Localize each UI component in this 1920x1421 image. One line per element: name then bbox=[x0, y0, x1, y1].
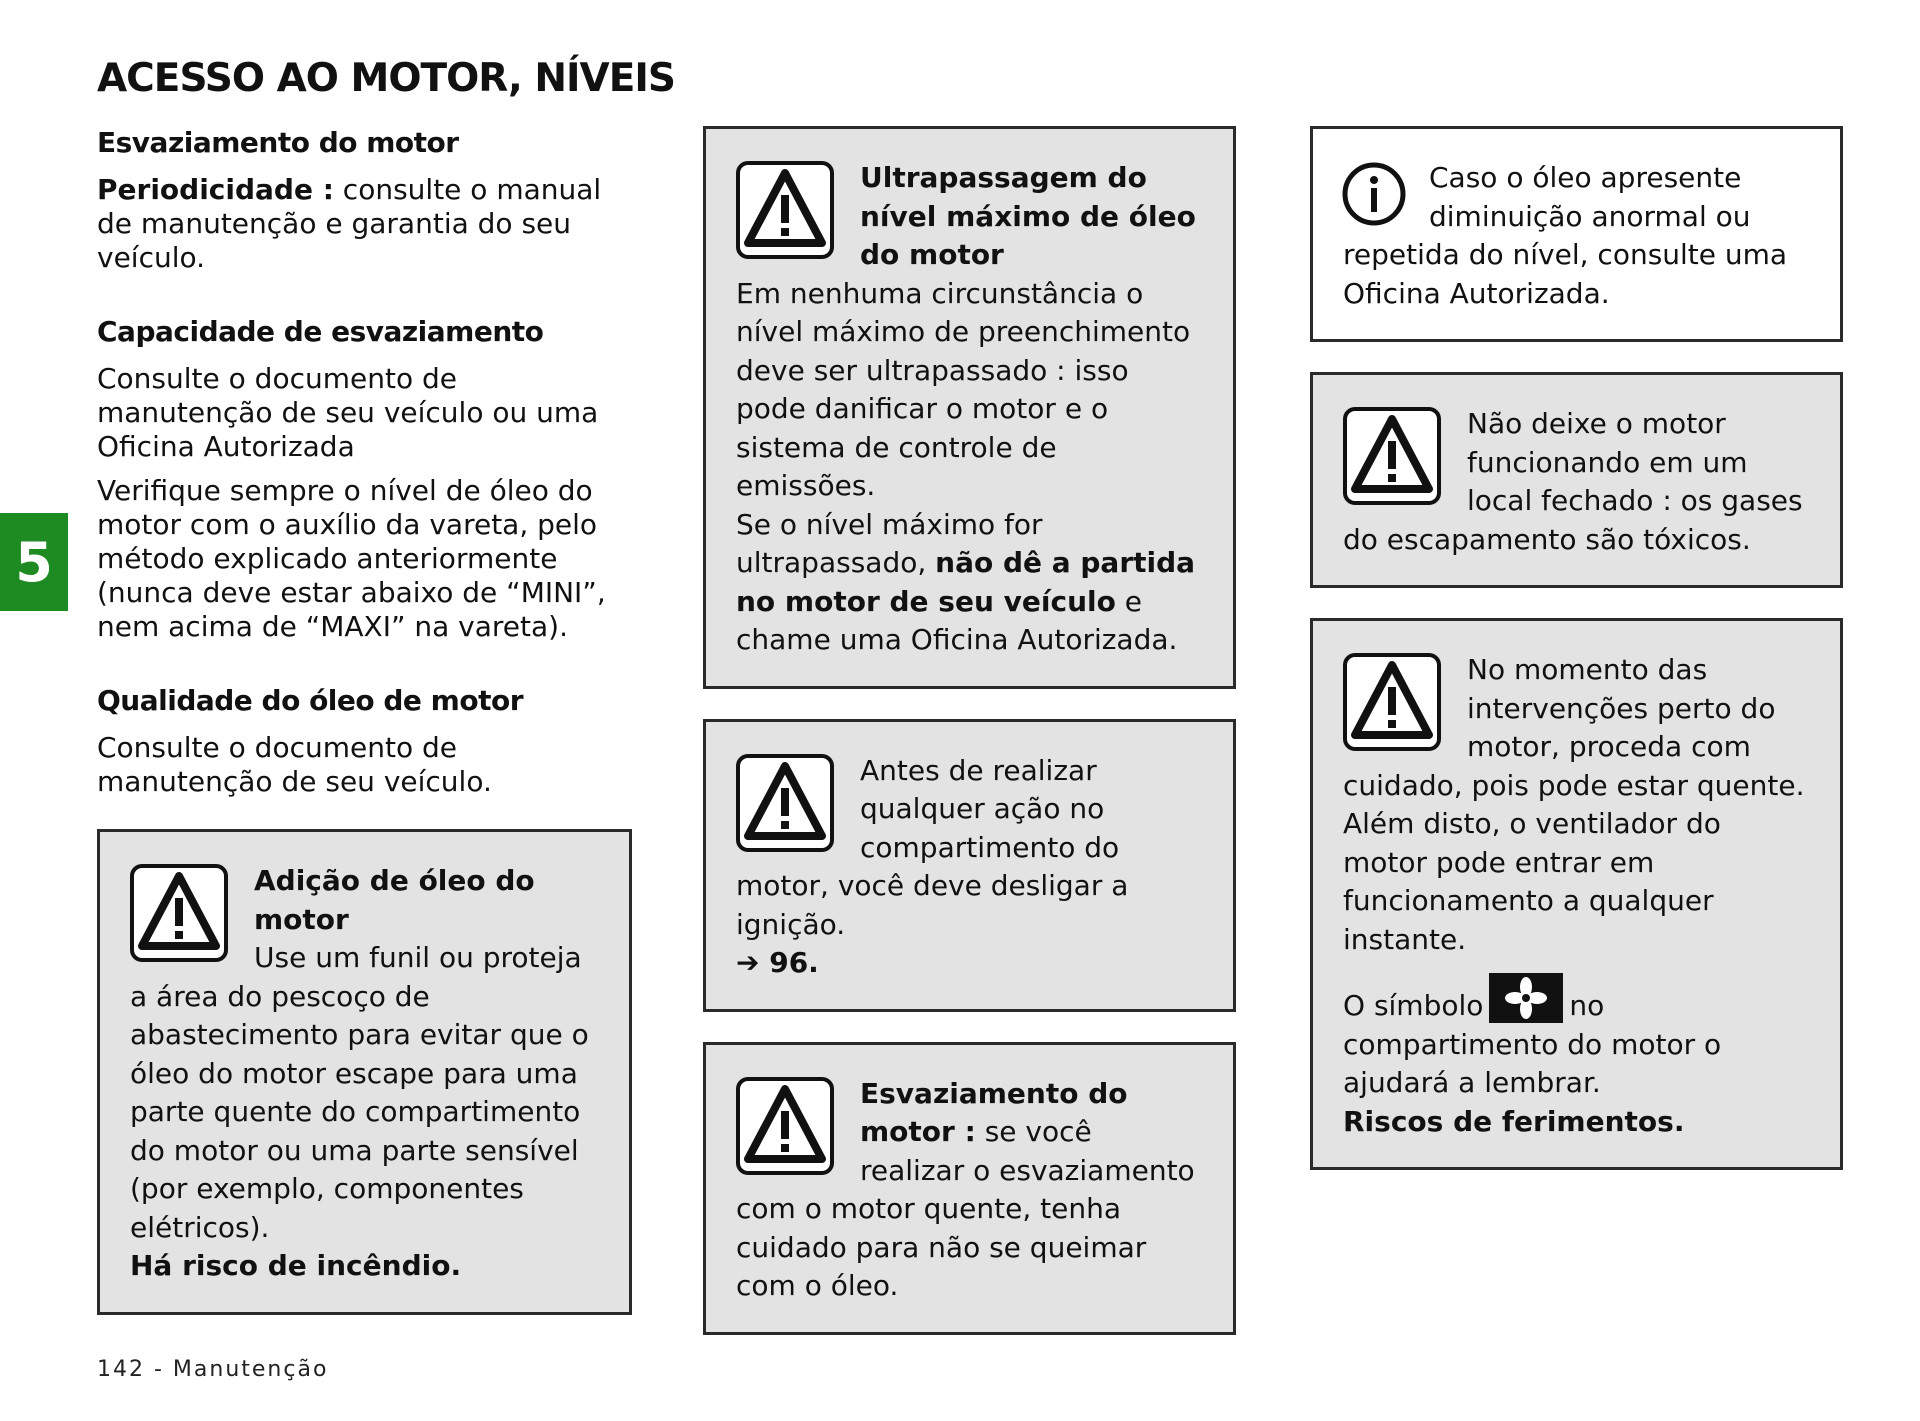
section-heading-capacidade: Capacidade de esvaziamento bbox=[97, 315, 544, 348]
text-fragment: no compartimento do motor o ajudará a lembrar. bbox=[1343, 989, 1722, 1099]
warning-text: No momento das intervenções perto do motor, proceda com cuidado, pois pode estar quente. Além disto, o ventilador do motor pode entrar em funcionamento a qualquer instante. bbox=[1343, 653, 1805, 956]
warning-triangle-icon bbox=[736, 1077, 834, 1175]
text-fragment: se você realizar o esvaziamento com o motor quente, tenha cuidado para não se queimar com o óleo. bbox=[736, 1115, 1195, 1302]
info-text: Caso o óleo apresente diminuição anormal ou repetida do nível, consulte uma Oficina Autorizada. bbox=[1343, 161, 1788, 310]
warning-triangle-icon bbox=[130, 864, 228, 962]
warning-triangle-icon bbox=[736, 161, 834, 259]
text-bold-fragment: Esvaziamento do motor : bbox=[860, 1076, 1128, 1148]
section-heading-esvaziamento: Esvaziamento do motor bbox=[97, 126, 459, 159]
info-circle-icon bbox=[1341, 161, 1407, 227]
paragraph-periodicidade bbox=[97, 173, 632, 275]
text-fragment: O símbolo bbox=[1343, 989, 1484, 1022]
warning-triangle-icon bbox=[736, 754, 834, 852]
info-box-oleo bbox=[1310, 126, 1843, 342]
warning-title: Ultrapassagem do nível máximo de óleo do motor bbox=[860, 161, 1196, 271]
text-periodicidade: consulte o manual de manutenção e garantia do seu veículo. bbox=[97, 173, 602, 274]
page-reference-link[interactable]: ➔ 96. bbox=[736, 946, 819, 979]
warning-box-esvaziamento bbox=[703, 1042, 1236, 1335]
paragraph-qualidade: Consulte o documento de manutenção de seu veículo. bbox=[97, 731, 492, 798]
text-fragment: e chame uma Oficina Autorizada. bbox=[736, 584, 1178, 656]
warning-text: Em nenhuma circunstância o nível máximo de preenchimento deve ser ultrapassado : isso pode danificar o motor e o sistema de controle de emissões. bbox=[736, 276, 1191, 502]
paragraph-capacidade-2: Verifique sempre o nível de óleo do motor com o auxílio da vareta, pelo método explicado anteriormente (nunca deve estar abaixo de “MINI”, nem acima de “MAXI” na vareta). bbox=[97, 474, 606, 643]
page-title: ACESSO AO MOTOR, NÍVEIS bbox=[97, 56, 675, 101]
fan-icon bbox=[1489, 973, 1563, 1023]
warning-risk: Riscos de ferimentos. bbox=[1343, 1104, 1685, 1138]
warning-box-ignicao bbox=[703, 719, 1236, 1012]
warning-title: Adição de óleo do motor bbox=[254, 864, 535, 936]
page-footer: 142 - Manutenção bbox=[97, 1357, 329, 1382]
column-middle bbox=[703, 126, 1236, 1335]
text-bold-fragment: não dê a partida no motor de seu veículo bbox=[736, 546, 1196, 618]
warning-box-nivel-maximo bbox=[703, 126, 1236, 689]
warning-box-ventilador bbox=[1310, 618, 1843, 1170]
text-fragment: Se o nível máximo for ultrapassado, bbox=[736, 507, 1043, 579]
column-right bbox=[1310, 126, 1843, 1170]
warning-text-symbol bbox=[1343, 973, 1810, 1103]
paragraph-capacidade-1: Consulte o documento de manutenção de seu veículo ou uma Oficina Autorizada bbox=[97, 362, 599, 463]
warning-text-2 bbox=[736, 506, 1203, 660]
warning-triangle-icon bbox=[1343, 407, 1441, 505]
column-left bbox=[97, 126, 632, 1315]
warning-box-gases bbox=[1310, 372, 1843, 588]
section-heading-qualidade: Qualidade do óleo de motor bbox=[97, 684, 524, 717]
warning-triangle-icon bbox=[1343, 653, 1441, 751]
warning-risk: Há risco de incêndio. bbox=[130, 1249, 462, 1282]
label-periodicidade: Periodicidade : bbox=[97, 173, 334, 206]
warning-text: Antes de realizar qualquer ação no compartimento do motor, você deve desligar a ignição. bbox=[736, 753, 1129, 941]
warning-text: Use um funil ou proteja a área do pescoço de abastecimento para evitar que o óleo do motor escape para uma parte quente do compartimento do motor ou uma parte sensível (por exemplo, componentes elétricos). bbox=[130, 941, 589, 1244]
chapter-tab: 5 bbox=[0, 513, 68, 611]
warning-box-adicao-oleo bbox=[97, 829, 632, 1315]
warning-text: Não deixe o motor funcionando em um local fechado : os gases do escapamento são tóxicos. bbox=[1343, 407, 1803, 556]
